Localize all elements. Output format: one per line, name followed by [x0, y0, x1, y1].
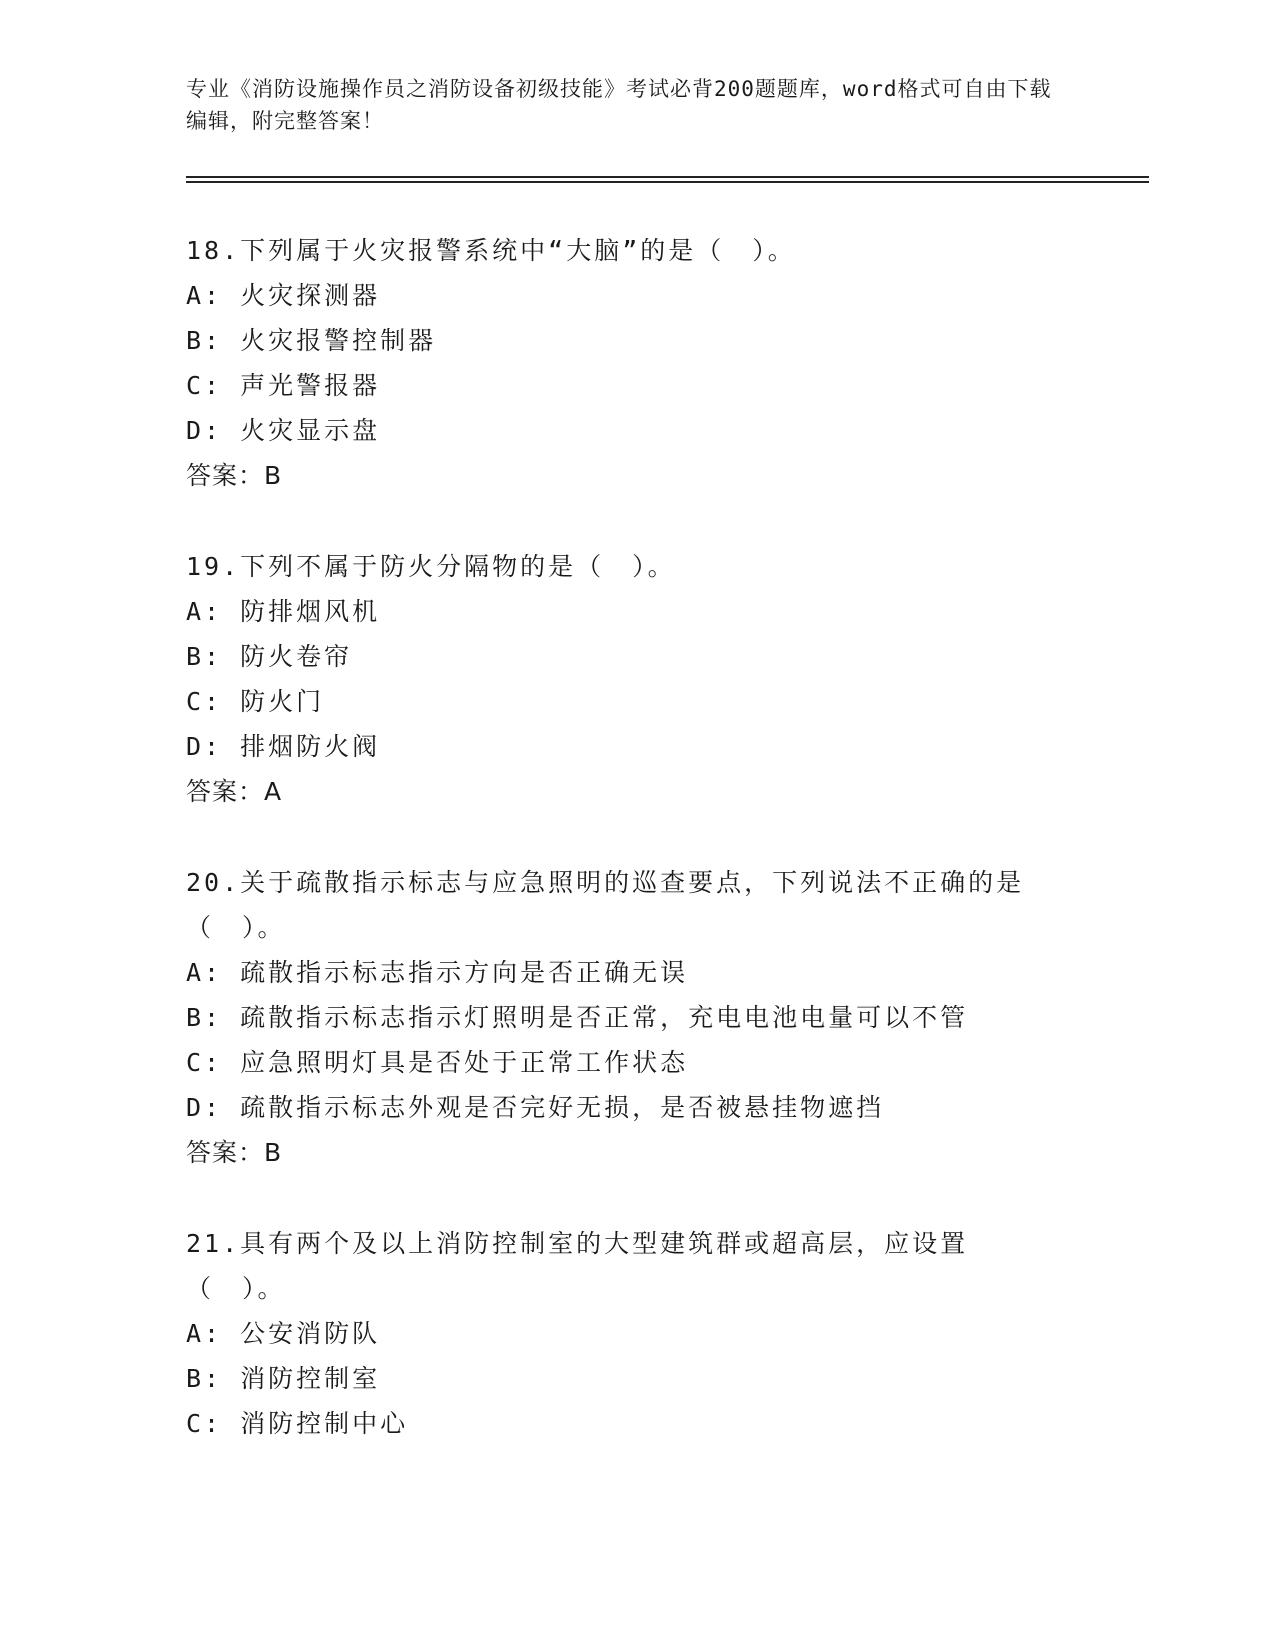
document-header: 专业《消防设施操作员之消防设备初级技能》考试必背200题题库，word格式可自由下载编辑，附完整答案！ — [186, 77, 1052, 133]
question-21 — [186, 1221, 1086, 1446]
question-text: 19.下列不属于防火分隔物的是（ ）。 — [186, 552, 676, 581]
answer: 答案：A — [186, 777, 283, 806]
option-c: C: 消防控制中心 — [186, 1409, 409, 1438]
option-b: B: 疏散指示标志指示灯照明是否正常，充电电池电量可以不管 — [186, 1003, 969, 1032]
option-b: B: 防火卷帘 — [186, 642, 353, 671]
option-c: C: 声光警报器 — [186, 371, 381, 400]
question-text: 21.具有两个及以上消防控制室的大型建筑群或超高层，应设置（ ）。 — [186, 1229, 969, 1303]
option-d: D: 排烟防火阀 — [186, 732, 381, 761]
question-text: 20.关于疏散指示标志与应急照明的巡查要点，下列说法不正确的是（ ）。 — [186, 868, 1025, 942]
option-a: A: 防排烟风机 — [186, 597, 381, 626]
option-a: A: 疏散指示标志指示方向是否正确无误 — [186, 958, 689, 987]
question-19 — [186, 544, 1086, 814]
option-d: D: 火灾显示盘 — [186, 416, 381, 445]
question-text: 18.下列属于火灾报警系统中“大脑”的是（ ）。 — [186, 236, 796, 265]
header-rule-bottom — [186, 181, 1149, 183]
option-d: D: 疏散指示标志外观是否完好无损，是否被悬挂物遮挡 — [186, 1093, 885, 1122]
option-b: B: 消防控制室 — [186, 1364, 381, 1393]
question-list — [186, 228, 1086, 1492]
question-18 — [186, 228, 1086, 498]
option-b: B: 火灾报警控制器 — [186, 326, 437, 355]
header-rule-top — [186, 176, 1149, 178]
option-c: C: 防火门 — [186, 687, 325, 716]
option-c: C: 应急照明灯具是否处于正常工作状态 — [186, 1048, 689, 1077]
option-a: A: 公安消防队 — [186, 1319, 381, 1348]
option-a: A: 火灾探测器 — [186, 281, 381, 310]
question-20 — [186, 860, 1086, 1175]
answer: 答案：B — [186, 461, 283, 490]
answer: 答案：B — [186, 1138, 283, 1167]
